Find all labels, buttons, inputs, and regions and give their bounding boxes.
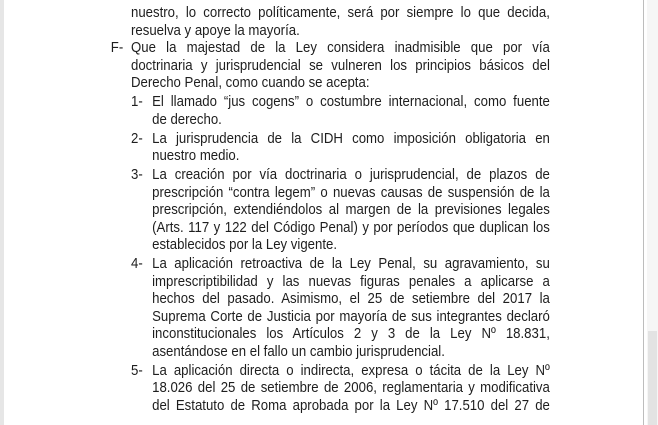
text-line: inconstitucionales los Artículos 2 y 3 de la Ley Nº 18.831,	[152, 325, 550, 342]
document-body	[110, 4, 550, 414]
section-f	[110, 39, 550, 92]
text-line: nuestro medio.	[152, 147, 240, 164]
text-line: doctrinaria y jurisprudencial se vulneren los principios básicos del	[131, 56, 550, 74]
item-number: 5-	[131, 361, 143, 379]
section-label: F-	[110, 39, 124, 56]
scrollbar-thumb[interactable]	[648, 331, 657, 425]
text-line: La aplicación directa o indirecta, expresa o tácita de la Ley Nº	[152, 361, 550, 379]
text-line: prescripción, extendiéndolos al margen de la previsiones legales	[152, 201, 550, 218]
page-right-border	[643, 0, 644, 425]
text-line: Derecho Penal, como cuando se acepta:	[131, 74, 370, 91]
left-edge-strip	[0, 0, 4, 425]
text-line: hechos del pasado. Asimismo, el 25 de setiembre del 2017 la	[152, 290, 550, 307]
list-item	[131, 93, 550, 128]
text-line: (Arts. 117 y 122 del Código Penal) y por períodos que duplican los	[152, 218, 550, 236]
item-number: 4-	[131, 255, 143, 272]
text-line: La aplicación retroactiva de la Ley Penal, su agravamiento, su	[152, 255, 550, 272]
item-number: 3-	[131, 166, 143, 183]
text-line: La jurisprudencia de la CIDH como imposición obligatoria en	[152, 129, 550, 147]
intro-paragraph	[131, 4, 550, 39]
list-item	[131, 130, 550, 165]
text-line: prescripción “contra legem” o nuevas causas de suspensión de la	[152, 183, 550, 201]
text-line: asentándose en el fallo un cambio jurisprudencial.	[152, 342, 445, 360]
text-line: de derecho.	[152, 110, 222, 128]
text-line: nuestro, lo correcto políticamente, será por siempre lo que decida,	[131, 4, 550, 21]
item-number: 2-	[131, 129, 143, 147]
text-line: El llamado “jus cogens” o costumbre internacional, como fuente	[152, 93, 550, 110]
text-line: Que la majestad de la Ley considera inadmisible que por vía	[131, 39, 550, 56]
text-line: establecidos por la Ley vigente.	[152, 236, 338, 253]
text-line: del Estatuto de Roma aprobada por la Ley Nº 17.510 del 27 de	[152, 396, 550, 414]
text-line: resuelva y apoye la mayoría.	[131, 21, 300, 39]
list-item	[131, 255, 550, 360]
text-line: 18.026 del 25 de setiembre de 2006, reglamentaria y modificativa	[152, 379, 550, 396]
text-line: La creación por vía doctrinaria o jurisprudencial, de plazos de	[152, 166, 550, 183]
text-line: Suprema Corte de Justicia por mayoría de sus integrantes declaró	[152, 307, 550, 325]
list-item	[131, 362, 550, 415]
item-number: 1-	[131, 93, 143, 110]
list-item	[131, 166, 550, 254]
text-line: imprescriptibilidad y las nuevas figuras penales a aplicarse a	[152, 272, 550, 290]
